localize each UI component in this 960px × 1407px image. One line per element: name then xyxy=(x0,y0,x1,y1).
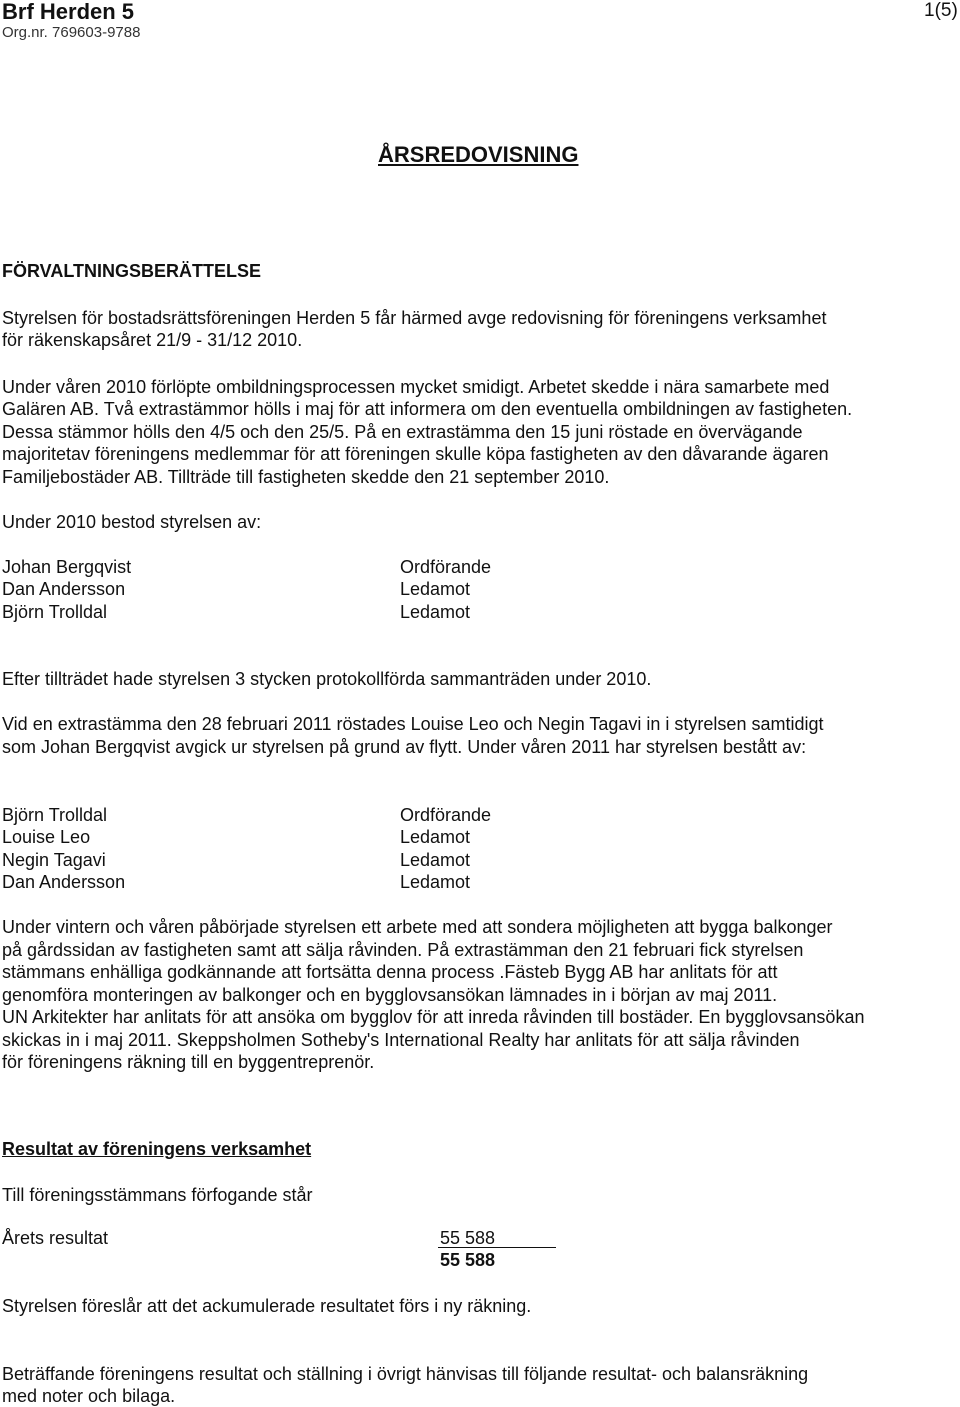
org-name: Brf Herden 5 xyxy=(2,0,135,24)
balcony-line: Under vintern och våren påbörjade styrelsen ett arbete med att sondera möjligheten att bygga balkonger xyxy=(2,917,833,937)
closing-line: med noter och bilaga. xyxy=(2,1386,176,1406)
result-heading: Resultat av föreningens verksamhet xyxy=(2,1139,312,1159)
intro-line: för räkenskapsåret 21/9 - 31/12 2010. xyxy=(2,330,303,350)
board-member-role: Ledamot xyxy=(400,850,471,870)
closing-line: Beträffande föreningens resultat och ställning i övrigt hänvisas till följande resultat- och balansräkning xyxy=(2,1364,809,1384)
board-member-name: Björn Trolldal xyxy=(2,805,108,825)
proposal-line: Styrelsen föreslår att det ackumulerade resultatet förs i ny räkning. xyxy=(2,1296,532,1316)
board-change-line: som Johan Bergqvist avgick ur styrelsen på grund av flytt. Under våren 2011 har styrelsen bestått av: xyxy=(2,737,807,757)
document-title: ÅRSREDOVISNING xyxy=(378,142,579,167)
board-member-name: Louise Leo xyxy=(2,827,91,847)
board-member-role: Ledamot xyxy=(400,827,471,847)
org-number: Org.nr. 769603-9788 xyxy=(2,24,141,41)
board-member-name: Dan Andersson xyxy=(2,579,126,599)
board-member-name: Dan Andersson xyxy=(2,872,126,892)
year-result-value: 55 588 xyxy=(440,1228,496,1248)
board-member-role: Ledamot xyxy=(400,602,471,622)
balcony-line: stämmans enhälliga godkännande att fortsätta denna process .Fästeb Bygg AB har anlitats för att xyxy=(2,962,778,982)
history-line: Familjebostäder AB. Tillträde till fastigheten skedde den 21 september 2010. xyxy=(2,467,610,487)
board-member-name: Björn Trolldal xyxy=(2,602,108,622)
board-member-name: Negin Tagavi xyxy=(2,850,106,870)
disposal-intro: Till föreningsstämmans förfogande står xyxy=(2,1185,313,1205)
balcony-line: genomföra monteringen av balkonger och en bygglovsansökan lämnades in i början av maj 2011. xyxy=(2,985,778,1005)
balcony-line: för föreningens räkning till en byggentreprenör. xyxy=(2,1052,375,1072)
history-line: Dessa stämmor hölls den 4/5 och den 25/5. På en extrastämma den 15 juni röstade en övervägande xyxy=(2,422,803,442)
total-value: 55 588 xyxy=(440,1250,496,1270)
page-number: 1(5) xyxy=(924,0,958,21)
history-line: Galären AB. Två extrastämmor hölls i maj för att informera om den eventuella ombildningen av fastigheten. xyxy=(2,399,853,419)
history-line: majoritetav föreningens medlemmar för att föreningen skulle köpa fastigheten av den dåvarande ägaren xyxy=(2,444,829,464)
year-result-label: Årets resultat xyxy=(2,1228,109,1248)
board-member-role: Ordförande xyxy=(400,805,492,825)
sum-underline xyxy=(438,1247,556,1248)
board-member-role: Ordförande xyxy=(400,557,492,577)
intro-line: Styrelsen för bostadsrättsföreningen Herden 5 får härmed avge redovisning för föreningens verksamhet xyxy=(2,308,827,328)
balcony-line: UN Arkitekter har anlitats för att ansöka om bygglov för att inreda råvinden till bostäder. En bygglovsansökan xyxy=(2,1007,865,1027)
board-member-role: Ledamot xyxy=(400,579,471,599)
meetings-line: Efter tillträdet hade styrelsen 3 stycken protokollförda sammanträden under 2010. xyxy=(2,669,652,689)
balcony-line: på gårdssidan av fastigheten samt att sälja råvinden. På extrastämman den 21 februari fick styrelsen xyxy=(2,940,804,960)
board-2010-intro: Under 2010 bestod styrelsen av: xyxy=(2,512,262,532)
board-member-name: Johan Bergqvist xyxy=(2,557,132,577)
section-heading: FÖRVALTNINGSBERÄTTELSE xyxy=(2,261,262,281)
board-change-line: Vid en extrastämma den 28 februari 2011 röstades Louise Leo och Negin Tagavi in i styrelsen samtidigt xyxy=(2,714,824,734)
balcony-line: skickas in i maj 2011. Skeppsholmen Sotheby's International Realty har anlitats för att sälja råvinden xyxy=(2,1030,800,1050)
board-member-role: Ledamot xyxy=(400,872,471,892)
history-line: Under våren 2010 förlöpte ombildningsprocessen mycket smidigt. Arbetet skedde i nära samarbete med xyxy=(2,377,830,397)
